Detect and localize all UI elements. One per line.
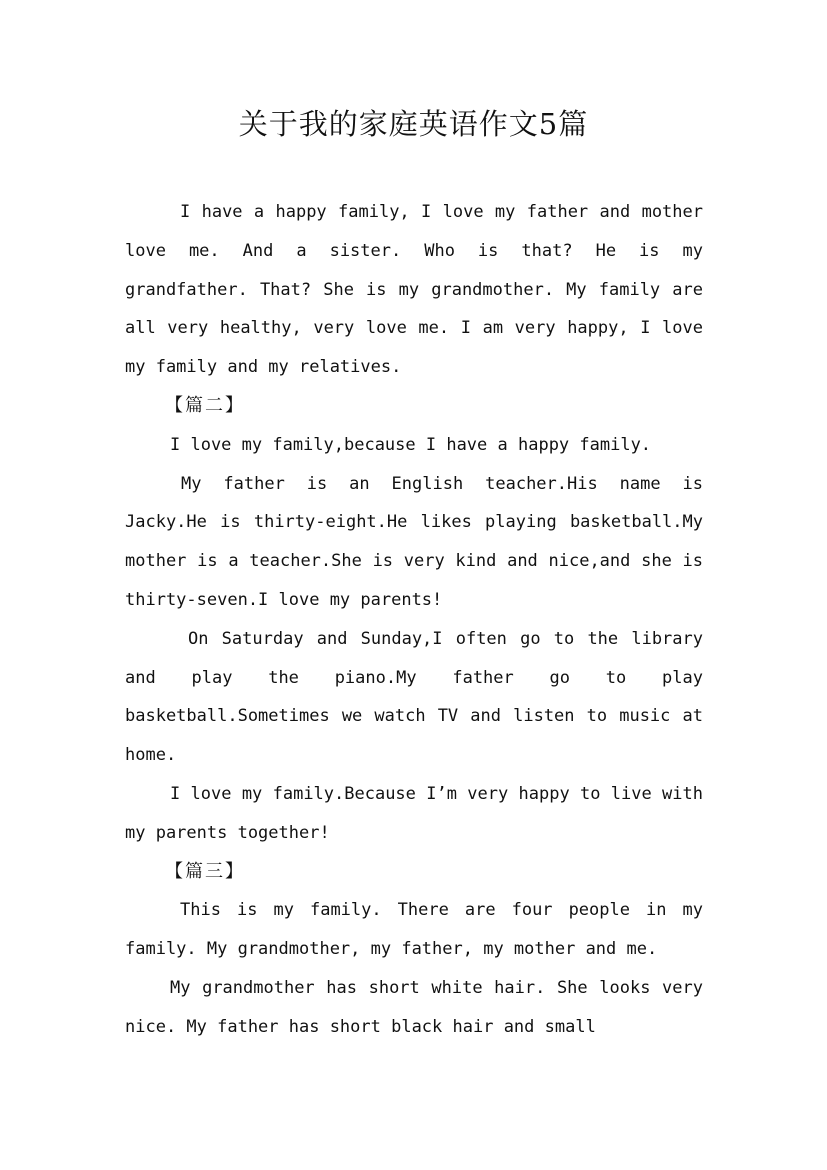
paragraph-2: I love my family,because I have a happy family. bbox=[170, 434, 652, 455]
section-heading-3: 【篇三】 bbox=[165, 860, 245, 882]
paragraph-5: I love my family.Because I’m very happy to live with my parents together! bbox=[125, 783, 703, 843]
paragraph-4: On Saturday and Sunday,I often go to the library and play the piano.My father go to play basketball.Sometimes we watch TV and listen to music at home. bbox=[125, 628, 703, 766]
document-body bbox=[125, 193, 703, 1047]
document-title: 关于我的家庭英语作文5篇 bbox=[238, 107, 589, 141]
paragraph-7: My grandmother has short white hair. She looks very nice. My father has short black hair and small bbox=[125, 977, 703, 1037]
paragraph-3: My father is an English teacher.His name is Jacky.He is thirty-eight.He likes playing basketball.My mother is a teacher.She is very kind and nice,and she is thirty-seven.I love my parents! bbox=[125, 473, 703, 610]
section-heading-2: 【篇二】 bbox=[165, 394, 245, 416]
paragraph-6: This is my family. There are four people in my family. My grandmother, my father, my mother and me. bbox=[125, 900, 703, 960]
paragraph-1: I have a happy family, I love my father and mother love me. And a sister. Who is that? He is my grandfather. That? She is my grandmother. My family are all very healthy, very love me. I am very happy, I love my family and my relatives. bbox=[125, 202, 703, 378]
